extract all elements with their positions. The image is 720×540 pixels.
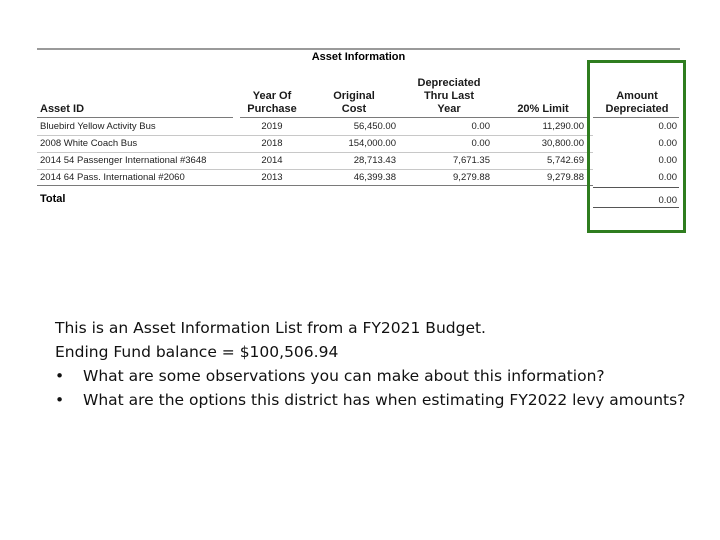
table-title: Asset Information bbox=[311, 51, 406, 63]
header-dep-line-2: Thru Last bbox=[423, 90, 475, 102]
cell-depreciated-last-year: 9,279.88 bbox=[453, 172, 490, 183]
bullet-item bbox=[55, 364, 695, 388]
header-dep-line-1: Depreciated bbox=[417, 77, 481, 89]
header-year-line-2: Purchase bbox=[247, 103, 297, 115]
bullet-text: What are the options this district has when estimating FY2022 levy amounts? bbox=[83, 391, 686, 409]
cell-amount-depreciated: 0.00 bbox=[658, 121, 677, 132]
cell-20-limit: 30,800.00 bbox=[541, 138, 584, 149]
cell-depreciated-last-year: 7,671.35 bbox=[453, 155, 490, 166]
header-depreciated-thru-last-year bbox=[404, 77, 494, 116]
cell-20-limit: 11,290.00 bbox=[542, 121, 584, 132]
cell-20-limit: 5,742.69 bbox=[547, 155, 584, 166]
cell-asset-id: 2014 64 Pass. International #2060 bbox=[40, 172, 185, 183]
cell-depreciated-last-year: 0.00 bbox=[471, 138, 490, 149]
cell-asset-id: 2008 White Coach Bus bbox=[40, 138, 138, 149]
cell-asset-id: Bluebird Yellow Activity Bus bbox=[40, 121, 156, 132]
cell-original-cost: 154,000.00 bbox=[348, 138, 396, 149]
cell-year: 2018 bbox=[261, 138, 283, 149]
highlight-box bbox=[587, 60, 686, 233]
bullet-dot: • bbox=[55, 367, 65, 385]
header-20-limit: 20% Limit bbox=[517, 103, 569, 115]
table-bottom-rule bbox=[37, 185, 593, 186]
cell-original-cost: 28,713.43 bbox=[353, 155, 396, 166]
header-original-cost bbox=[318, 90, 390, 116]
cell-year: 2014 bbox=[261, 155, 283, 166]
bullet-text: What are some observations you can make about this information? bbox=[83, 367, 605, 385]
header-underline-asset bbox=[37, 117, 233, 118]
note-line-2: Ending Fund balance = $100,506.94 bbox=[55, 343, 339, 361]
header-year-of-purchase bbox=[236, 90, 308, 116]
cell-amount-depreciated: 0.00 bbox=[658, 138, 677, 149]
header-amount-line-2: Depreciated bbox=[605, 103, 669, 115]
cell-year: 2013 bbox=[261, 172, 283, 183]
total-amount-depreciated: 0.00 bbox=[658, 195, 677, 206]
cell-original-cost: 56,450.00 bbox=[353, 121, 396, 132]
total-label: Total bbox=[40, 193, 66, 205]
cell-amount-depreciated: 0.00 bbox=[658, 172, 677, 183]
header-dep-line-3: Year bbox=[437, 103, 461, 115]
header-amount-line-1: Amount bbox=[616, 90, 658, 102]
header-cost-line-1: Original bbox=[333, 90, 375, 102]
bullet-dot: • bbox=[55, 391, 65, 409]
cell-asset-id: 2014 54 Passenger International #3648 bbox=[40, 155, 207, 166]
cell-original-cost: 46,399.38 bbox=[353, 172, 396, 183]
top-rule bbox=[37, 48, 680, 50]
cell-year: 2019 bbox=[261, 121, 283, 132]
bullet-item bbox=[55, 388, 695, 412]
notes bbox=[55, 316, 695, 412]
cell-depreciated-last-year: 0.00 bbox=[471, 121, 490, 132]
header-year-line-1: Year Of bbox=[252, 90, 292, 102]
header-asset-id: Asset ID bbox=[40, 103, 85, 115]
cell-20-limit: 9,279.88 bbox=[547, 172, 584, 183]
header-underline-values bbox=[240, 117, 590, 118]
header-cost-line-2: Cost bbox=[341, 103, 367, 115]
note-line-1: This is an Asset Information List from a FY2021 Budget. bbox=[55, 319, 486, 337]
cell-amount-depreciated: 0.00 bbox=[658, 155, 677, 166]
